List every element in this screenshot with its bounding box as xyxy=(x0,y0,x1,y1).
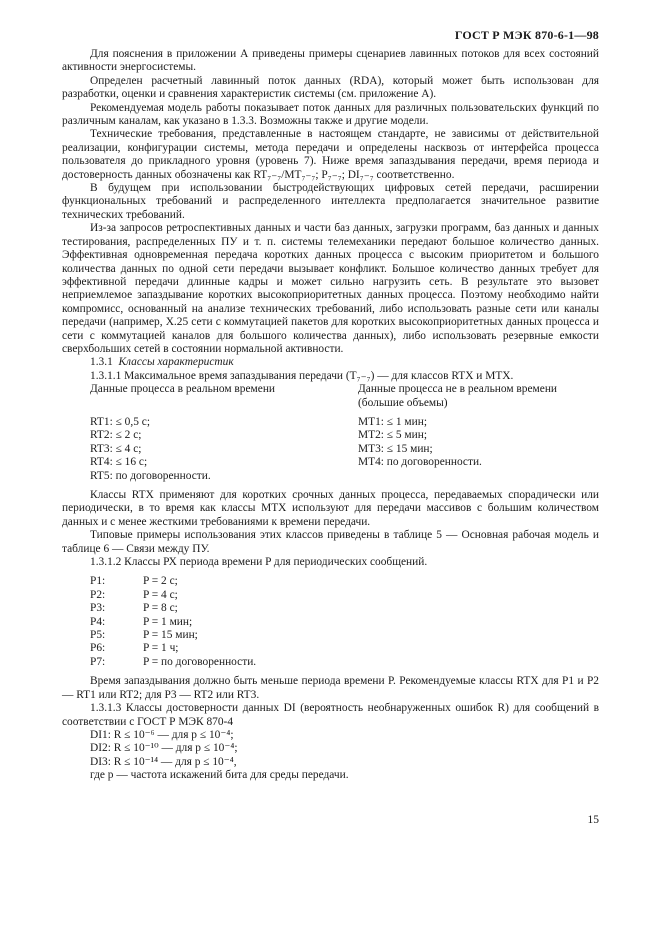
paragraph: Технические требования, представленные в настоящем стандарте, не зависимы от действительной реализации, конфигурации системы, метода передачи и определены насквозь от интерфейса процесса пользователя до прикладного уровня (уровень 7). Ниже время запаздывания передачи, время периода и достоверность данных обозначены как RT₇₋₇/MT₇₋₇; P₇₋₇; DI₇₋₇ соответственно. xyxy=(62,128,599,181)
period-label: P2: xyxy=(90,588,106,601)
page-header: ГОСТ Р МЭК 870-6-1—98 xyxy=(454,28,599,42)
class-row xyxy=(62,429,599,442)
period-label: P4: xyxy=(90,615,106,628)
mt-class: MT4: по договоренности. xyxy=(358,456,482,469)
section-title: Классы характеристик xyxy=(118,356,234,369)
period-value: P = 1 ч; xyxy=(143,642,179,655)
di-class: DI3: R ≤ 10⁻¹⁴ — для p ≤ 10⁻⁴, xyxy=(90,755,237,768)
rt-class: RT5: по договоренности. xyxy=(90,469,211,482)
mt-column-header-line2: (большие объемы) xyxy=(358,396,448,409)
di-class: DI2: R ≤ 10⁻¹⁰ — для p ≤ 10⁻⁴; xyxy=(90,742,238,755)
mt-class: MT1: ≤ 1 мин; xyxy=(358,415,428,428)
period-row xyxy=(62,575,599,588)
page-number: 15 xyxy=(587,814,599,826)
rt-class: RT3: ≤ 4 с; xyxy=(90,442,142,455)
classes-table-header-2 xyxy=(62,397,599,410)
mt-column-header-line1: Данные процесса не в реальном времени xyxy=(358,383,558,396)
paragraph: Время запаздывания должно быть меньше периода времени P. Рекомендуемые классы RTX для P1 и P2 — RT1 или RT2; для P3 — RT2 или RT3. xyxy=(62,675,599,701)
class-row xyxy=(62,470,599,483)
class-row xyxy=(62,443,599,456)
period-row xyxy=(62,656,599,669)
rt-column-header: Данные процесса в реальном времени xyxy=(90,383,276,396)
class-row xyxy=(62,416,599,429)
period-row xyxy=(62,642,599,655)
period-value: P = 8 с; xyxy=(143,602,178,615)
period-value: P = 4 с; xyxy=(143,588,178,601)
rt-class: RT2: ≤ 2 с; xyxy=(90,429,142,442)
period-label: P3: xyxy=(90,602,106,615)
period-label: P5: xyxy=(90,629,106,642)
period-row xyxy=(62,629,599,642)
paragraph: Определен расчетный лавинный поток данных (RDA), который может быть использован для разработки, оценки и сравнения характеристик системы (см. приложение А). xyxy=(62,74,599,101)
section-1-3-1-2-text: 1.3.1.2 Классы РХ периода времени P для периодических сообщений. xyxy=(90,556,428,569)
period-row xyxy=(62,589,599,602)
classes-table-header xyxy=(62,383,599,396)
di-footnote: где p — частота искажений бита для среды передачи. xyxy=(90,769,349,782)
section-number: 1.3.1 xyxy=(90,356,113,369)
section-heading-1-3-1 xyxy=(62,356,599,369)
rt-class: RT4: ≤ 16 с; xyxy=(90,456,148,469)
mt-class: MT2: ≤ 5 мин; xyxy=(358,429,428,442)
paragraph: В будущем при использовании быстродействующих цифровых сетей передачи, расширении функциональных требований и распределенного интеллекта предполагается значительное развитие технических требований. xyxy=(62,182,599,221)
paragraph: Рекомендуемая модель работы показывает поток данных для различных пользовательских функций по различным каналам, как указано в 1.3.3. Возможны также и другие модели. xyxy=(62,101,599,128)
document-body xyxy=(62,48,599,783)
paragraph: Типовые примеры использования этих классов приведены в таблице 5 — Основная рабочая модель и таблице 6 — Связи между ПУ. xyxy=(62,529,599,555)
period-value: P = 15 мин; xyxy=(143,629,198,642)
section-1-3-1-1-text: 1.3.1.1 Максимальное время запаздывания передачи (T₇₋₇) — для классов RTX и MTX. xyxy=(90,369,514,382)
section-1-3-1-3-text: 1.3.1.3 Классы достоверности данных DI (вероятность необнаруженных ошибок R) для сообщений в соответствии с ГОСТ Р МЭК 870-4 xyxy=(62,702,599,728)
period-label: P6: xyxy=(90,642,106,655)
period-row xyxy=(62,602,599,615)
mt-class: MT3: ≤ 15 мин; xyxy=(358,442,433,455)
period-label: P7: xyxy=(90,655,106,668)
rt-class: RT1: ≤ 0,5 с; xyxy=(90,415,150,428)
paragraph: Из-за запросов ретроспективных данных и части баз данных, загрузки программ, баз данных и данных тестирования, распределенных ПУ и т. п. системы телемеханики передают большое количество данных. Эффективная одновременная передача коротких данных процесса с высоким приоритетом и большого количества данных по одной сети передачи вызывает конфликт. Большое количество данных требует для эффективной передачи длинные кадры и может сильно нагрузить сеть. В результате это вызовет неприемлемое запаздывание коротких высокоприоритетных данных процесса. Поэтому необходимо найти компромисс, основанный на анализе технических требований, либо использовать разные сети или каналы передачи (например, X.25 сети с коммутацией пакетов для коротких высокоприоритетных данных процесса и сети с коммутацией каналов для большого количества данных), либо использовать резервные емкости сверхбольших сетей в состоянии нормальной активности. xyxy=(62,222,599,355)
paragraph: Для пояснения в приложении А приведены примеры сценариев лавинных потоков для всех состояний активности энергосистемы. xyxy=(62,48,599,74)
period-value: P = по договоренности. xyxy=(143,655,257,668)
period-value: P = 2 с; xyxy=(143,575,178,588)
period-label: P1: xyxy=(90,575,106,588)
di-class: DI1: R ≤ 10⁻⁶ — для p ≤ 10⁻⁴; xyxy=(90,728,234,741)
period-value: P = 1 мин; xyxy=(143,615,193,628)
class-row xyxy=(62,456,599,469)
paragraph: Классы RTX применяют для коротких срочных данных процесса, передаваемых спорадически или периодически, в то время как классы MTX используют для передачи массивов с большим количеством данных и с менее жесткими требованиями к времени передачи. xyxy=(62,489,599,528)
period-row xyxy=(62,616,599,629)
